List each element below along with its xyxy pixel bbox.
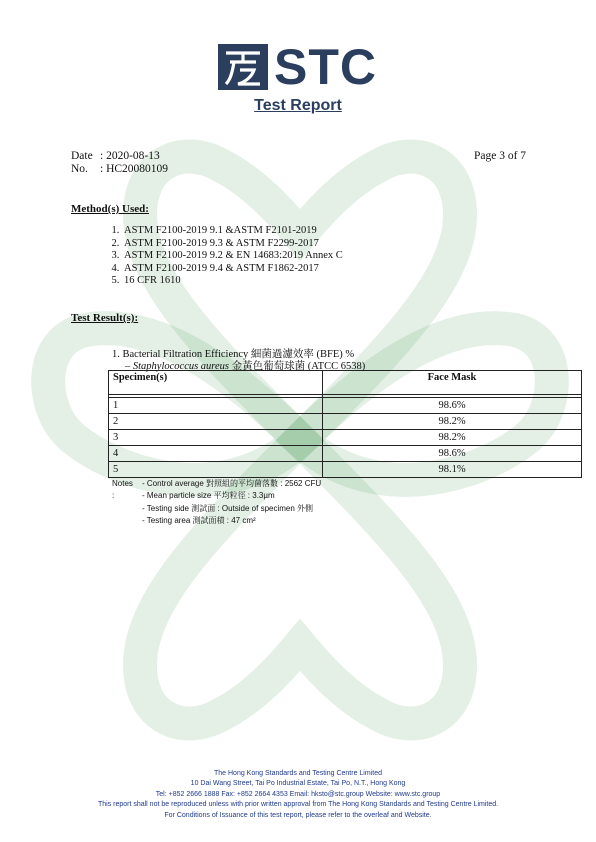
- table-row: [109, 446, 582, 462]
- report-title: Test Report: [254, 97, 342, 114]
- results-heading: Test Result(s):: [71, 312, 139, 324]
- bfe-results-table: [108, 370, 582, 478]
- notes-label: Notes :: [112, 479, 133, 501]
- note-item: - Testing side 測試面 : Outside of specimen 外側: [142, 503, 314, 513]
- value-cell: 98.6%: [323, 446, 582, 462]
- method-item: 4. ASTM F2100-2019 9.4 & ASTM F1862-2017: [122, 263, 343, 276]
- date-label: Date: [71, 150, 93, 162]
- specimen-cell: 3: [109, 430, 323, 446]
- specimen-cell: 1: [109, 398, 323, 414]
- method-item: 2. ASTM F2100-2019 9.3 & ASTM F2299-2017: [122, 238, 343, 251]
- stc-logo-mark: [218, 44, 268, 90]
- footer-contact: Tel: +852 2666 1888 Fax: +852 2664 4353 Email: hksto@stc.group Website: www.stc.group: [155, 790, 441, 798]
- footer-company: The Hong Kong Standards and Testing Centre Limited: [214, 770, 382, 777]
- stc-logo: [218, 39, 394, 95]
- method-item: 3. ASTM F2100-2019 9.2 & EN 14683:2019 Annex C: [122, 250, 343, 263]
- table-row: [109, 462, 582, 478]
- organism-name: Staphylococcus aureus: [132, 361, 230, 372]
- note-item: - Mean particle size 平均粒徑 : 3.3µm: [142, 491, 275, 501]
- organism-detail: 金黃色葡萄球菌 (ATCC 6538): [229, 361, 366, 372]
- table-row: [109, 414, 582, 430]
- page-footer: [0, 769, 596, 821]
- organism-dash: –: [125, 361, 133, 372]
- footer-address: 10 Dai Wang Street, Tai Po Industrial Estate, Tai Po, N.T., Hong Kong: [190, 780, 406, 788]
- table-header-row: [109, 371, 582, 395]
- logo-glyph-icon: [218, 44, 268, 90]
- specimen-cell: 2: [109, 414, 323, 430]
- test-title: 1. Bacterial Filtration Efficiency 細菌過濾效率 (BFE) %: [112, 349, 355, 360]
- value-cell: 98.1%: [323, 462, 582, 478]
- table-row: [109, 398, 582, 414]
- method-item: 5. 16 CFR 1610: [122, 275, 343, 288]
- value-cell: 98.2%: [323, 430, 582, 446]
- col-specimen-header: Specimen(s): [109, 371, 323, 395]
- table-row: [109, 430, 582, 446]
- note-item: - Testing area 測試面積 : 47 cm²: [142, 516, 256, 526]
- value-cell: 98.2%: [323, 414, 582, 430]
- footer-disclaimer: This report shall not be reproduced unless with prior written approval from The Hong Kong Standards and Testing Centre Limited.: [97, 801, 499, 809]
- notes-items: [142, 478, 321, 528]
- page-number: Page 3 of 7: [474, 150, 527, 162]
- methods-list: [104, 225, 343, 288]
- logo-wordmark: STC: [274, 39, 377, 95]
- col-face-mask-header: Face Mask: [323, 371, 582, 395]
- methods-heading: Method(s) Used:: [71, 203, 149, 215]
- method-item: 1. ASTM F2100-2019 9.1 &ASTM F2101-2019: [122, 225, 343, 238]
- specimen-cell: 4: [109, 446, 323, 462]
- value-cell: 98.6%: [323, 398, 582, 414]
- note-item: - Control average 對照組的平均菌落數 : 2562 CFU: [142, 479, 322, 488]
- report-no-label: No.: [71, 163, 88, 175]
- date-value: : 2020-08-13: [100, 150, 160, 162]
- specimen-cell: 5: [109, 462, 323, 478]
- report-no-value: : HC20080109: [100, 163, 169, 175]
- footer-conditions: For Conditions of Issuance of this test report, please refer to the overleaf and Website.: [164, 811, 432, 819]
